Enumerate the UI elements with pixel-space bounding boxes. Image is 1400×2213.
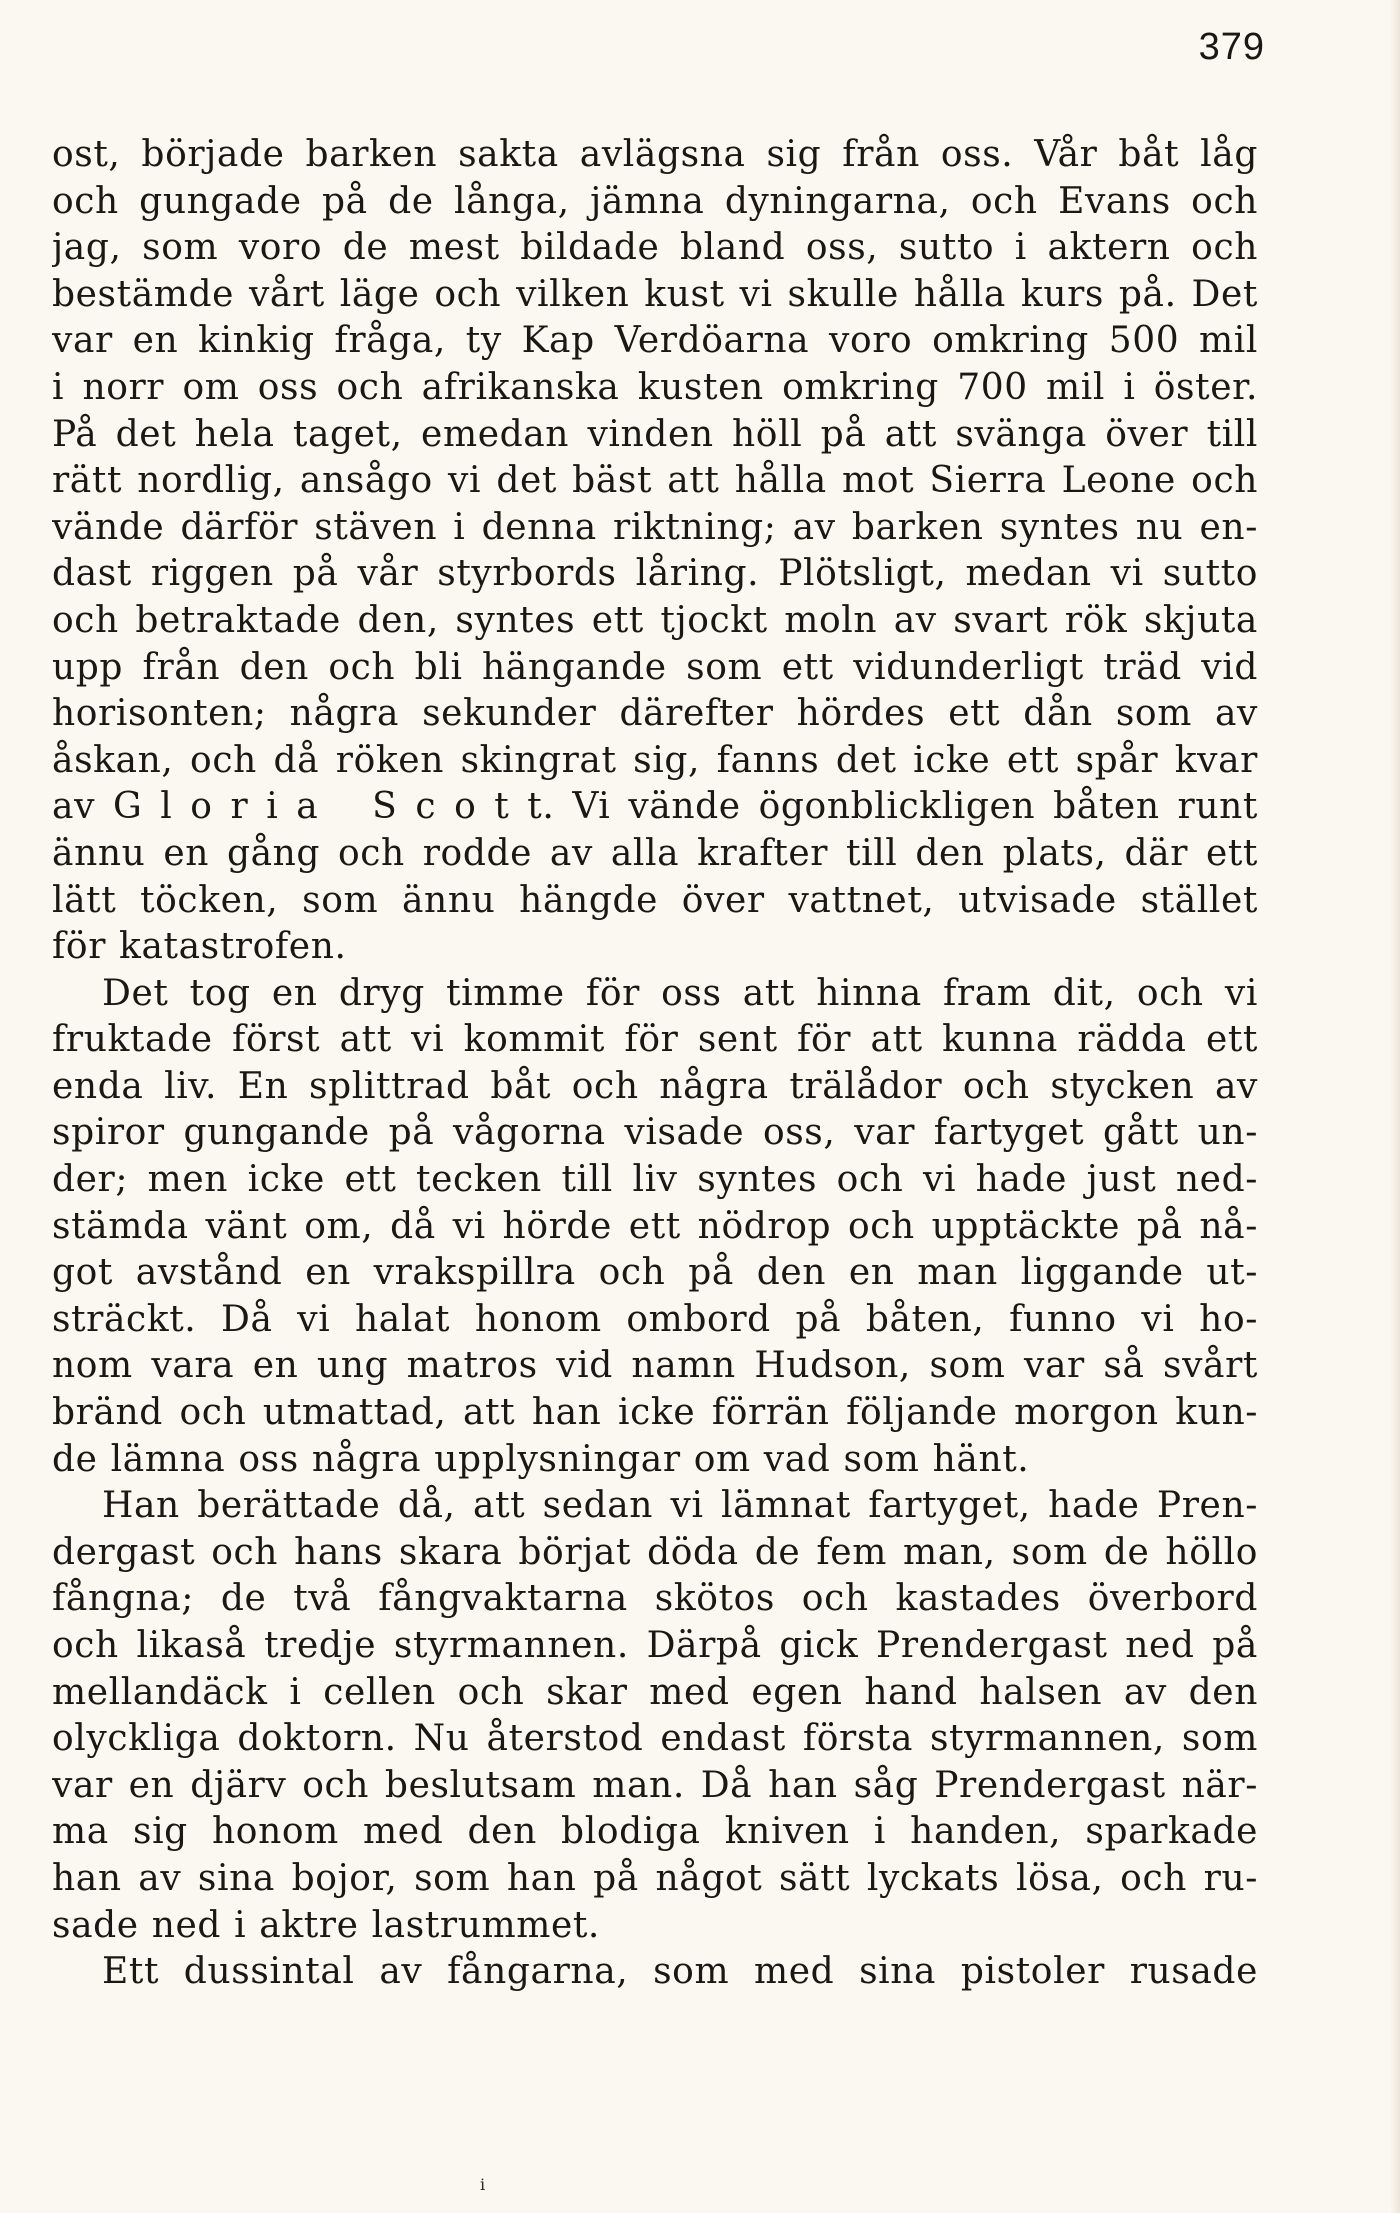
text-line: i norr om oss och afrikanska kusten omkring 700 mil i öster. <box>52 366 1258 408</box>
text-line: åskan, och då röken skingrat sig, fanns det icke ett spår kvar <box>52 739 1258 781</box>
text-line: var en kinkig fråga, ty Kap Verdöarna voro omkring 500 mil <box>52 320 1258 362</box>
paragraph-1 <box>52 132 1258 971</box>
text-line: ma sig honom med den blodiga kniven i handen, sparkade <box>52 1811 1258 1853</box>
text-line: der; men icke ett tecken till liv syntes och vi hade just ned- <box>52 1159 1258 1201</box>
text-line: dast riggen på vår styrbords låring. Plötsligt, medan vi sutto <box>52 553 1258 595</box>
text-line: spiror gungande på vågorna visade oss, var fartyget gått un- <box>52 1112 1258 1154</box>
text-line: de lämna oss några upplysningar om vad som hänt. <box>52 1438 1030 1480</box>
text-line: rätt nordlig, ansågo vi det bäst att hålla mot Sierra Leone och <box>52 460 1258 502</box>
footer-mark: i <box>480 2175 486 2194</box>
text-line: Han berättade då, att sedan vi lämnat fartyget, hade Pren- <box>102 1485 1258 1527</box>
text-line: sade ned i aktre lastrummet. <box>52 1904 600 1946</box>
text-line: var en djärv och beslutsam man. Då han såg Prendergast när- <box>52 1764 1258 1806</box>
text-line: bestämde vårt läge och vilken kust vi skulle hålla kurs på. Det <box>52 273 1258 315</box>
text-line: ännu en gång och rodde av alla krafter till den plats, där ett <box>52 832 1258 874</box>
text-line: lätt töcken, som ännu hängde över vattnet, utvisade stället <box>52 879 1258 921</box>
text-line: nom vara en ung matros vid namn Hudson, som var så svårt <box>52 1345 1258 1387</box>
text-line: fruktade först att vi kommit för sent för att kunna rädda ett <box>52 1019 1258 1061</box>
text-line: sträckt. Då vi halat honom ombord på båten, funno vi ho- <box>52 1298 1258 1340</box>
text-line: bränd och utmattad, att han icke förrän följande morgon kun- <box>52 1392 1258 1434</box>
text-line: ost, började barken sakta avlägsna sig från oss. Vår båt låg <box>52 134 1258 175</box>
text-line: vände därför stäven i denna riktning; av barken syntes nu en- <box>52 506 1258 548</box>
body-text <box>52 132 1258 1996</box>
text-line: och gungade på de långa, jämna dyningarna, och Evans och <box>52 180 1258 222</box>
text-line: På det hela taget, emedan vinden höll på att svänga över till <box>52 413 1258 455</box>
text-line: och betraktade den, syntes ett tjockt moln av svart rök skjuta <box>52 599 1258 641</box>
text-line: olyckliga doktorn. Nu återstod endast första styrmannen, som <box>52 1718 1258 1760</box>
text-line: av G l o r i a S c o t t. Vi vände ögonblickligen båten runt <box>52 786 1258 828</box>
text-line: jag, som voro de mest bildade bland oss, sutto i aktern och <box>52 227 1258 269</box>
page-edge-shadow <box>1390 0 1400 2213</box>
paragraph-2 <box>52 971 1258 1484</box>
text-line: got avstånd en vrakspillra och på den en man liggande ut- <box>52 1252 1258 1294</box>
text-line: horisonten; några sekunder därefter hördes ett dån som av <box>52 693 1258 735</box>
text-line: fångna; de två fångvaktarna skötos och kastades överbord <box>52 1578 1258 1620</box>
text-line: Ett dussintal av fångarna, som med sina pistoler rusade <box>102 1951 1258 1993</box>
text-line: mellandäck i cellen och skar med egen hand halsen av den <box>52 1671 1258 1713</box>
paragraph-3 <box>52 1483 1258 1949</box>
text-line: enda liv. En splittrad båt och några trälådor och stycken av <box>52 1065 1258 1107</box>
text-line: dergast och hans skara börjat döda de fem man, som de höllo <box>52 1531 1258 1573</box>
text-line: stämda vänt om, då vi hörde ett nödrop och upptäckte på nå- <box>52 1205 1258 1247</box>
text-line: Det tog en dryg timme för oss att hinna fram dit, och vi <box>102 972 1258 1014</box>
text-line: upp från den och bli hängande som ett vidunderligt träd vid <box>52 646 1258 688</box>
text-line: han av sina bojor, som han på något sätt lyckats lösa, och ru- <box>52 1857 1258 1899</box>
text-line: och likaså tredje styrmannen. Därpå gick Prendergast ned på <box>52 1625 1258 1666</box>
page-number: 379 <box>1198 26 1265 68</box>
paragraph-4 <box>52 1949 1258 1996</box>
text-line: för katastrofen. <box>52 926 347 968</box>
